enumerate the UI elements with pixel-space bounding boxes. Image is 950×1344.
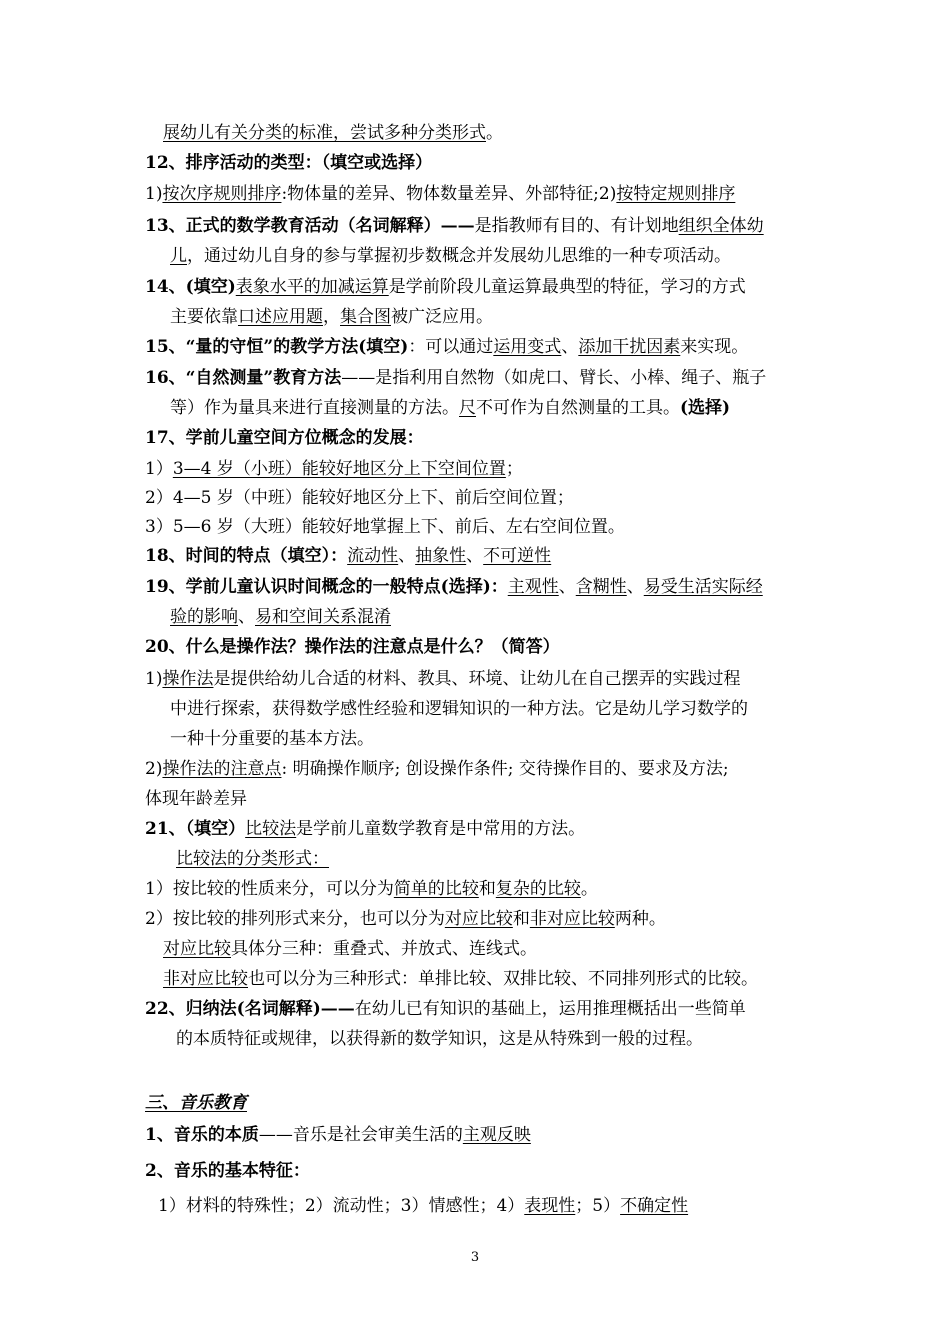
underlined-text: 主观反映 xyxy=(462,1125,531,1145)
underlined-text: 口述应用题 xyxy=(238,307,323,327)
text-line xyxy=(163,938,537,960)
underlined-text: 含糊性 xyxy=(575,577,627,597)
text-line xyxy=(176,1028,703,1050)
question-heading xyxy=(145,998,746,1020)
question-heading xyxy=(145,427,424,449)
underlined-text: 按特定规则排序 xyxy=(616,184,736,204)
underlined-text: 添加干扰因素 xyxy=(578,337,681,357)
underlined-text: 儿 xyxy=(170,246,187,266)
text-line xyxy=(170,728,374,750)
text-segment: 等）作为量具来进行直接测量的方法。 xyxy=(170,398,459,418)
underlined-text: 流动性 xyxy=(347,546,399,566)
underlined-text: 易和空间关系混淆 xyxy=(255,607,391,627)
question-heading xyxy=(145,1124,531,1146)
underlined-text: 组织全体幼 xyxy=(678,216,764,236)
text-segment: 、 xyxy=(561,337,579,357)
bold-text: 17、学前儿童空间方位概念的发展： xyxy=(145,428,424,448)
text-line xyxy=(170,397,730,419)
question-heading xyxy=(145,818,585,840)
question-heading xyxy=(145,545,551,567)
bold-text: 2、音乐的基本特征： xyxy=(145,1161,310,1181)
bold-text: 12、排序活动的类型：（填空或选择） xyxy=(145,153,433,173)
text-segment: 和 xyxy=(512,909,530,929)
text-segment: ；5） xyxy=(575,1196,621,1216)
underlined-text: 表现性 xyxy=(524,1196,576,1216)
text-line xyxy=(145,183,735,205)
underlined-text: 非对应比较 xyxy=(529,909,615,929)
bold-text: 13、正式的数学教育活动（名词解释）—— xyxy=(145,216,475,236)
section-title: 三、音乐教育 xyxy=(145,1093,247,1113)
question-heading xyxy=(145,336,748,358)
bold-text: (选择) xyxy=(680,398,731,418)
text-segment: 体现年龄差异 xyxy=(145,789,247,809)
text-line xyxy=(163,122,503,144)
text-segment: 一种十分重要的基本方法。 xyxy=(170,729,374,749)
text-segment: 两种。 xyxy=(614,909,666,929)
underlined-text: 非对应比较 xyxy=(163,969,248,989)
text-segment: ； xyxy=(505,459,523,479)
underlined-text: 按次序规则排序 xyxy=(162,184,282,204)
list-item xyxy=(158,1195,688,1217)
list-item xyxy=(145,908,666,930)
text-segment: : 明确操作顺序; 创设操作条件; 交待操作目的、要求及方法; xyxy=(281,759,729,779)
underlined-text: 简单的比较 xyxy=(393,879,479,899)
underlined-text: 比较法 xyxy=(245,819,297,839)
text-segment: 、 xyxy=(558,577,576,597)
underlined-text: 比较法的分类形式： xyxy=(176,849,329,869)
question-heading xyxy=(145,276,746,298)
text-segment: 的本质特征或规律，以获得新的数学知识，这是从特殊到一般的过程。 xyxy=(176,1029,703,1049)
text-segment: 中进行探索，获得数学感性经验和逻辑知识的一种方法。它是幼儿学习数学的 xyxy=(170,699,748,719)
bold-text: 22、归纳法(名词解释)—— xyxy=(145,999,355,1019)
text-line xyxy=(170,606,391,628)
text-segment: 被广泛应用。 xyxy=(391,307,493,327)
text-line xyxy=(170,698,748,720)
text-line xyxy=(170,245,731,267)
list-item xyxy=(145,758,729,780)
text-line xyxy=(176,848,329,870)
list-item xyxy=(145,458,523,480)
underlined-text: 抽象性 xyxy=(415,546,467,566)
underlined-text: 表象水平的加减运算 xyxy=(235,277,389,297)
text-segment: 、 xyxy=(238,607,255,627)
text-line xyxy=(145,788,247,810)
underlined-text: 操作法的注意点 xyxy=(162,759,282,779)
bold-text: 21、（填空） xyxy=(145,819,246,839)
text-segment: ，通过幼儿自身的参与掌握初步数概念并发展幼儿思维的一种专项活动。 xyxy=(187,246,731,266)
text-segment: ， xyxy=(323,307,340,327)
bold-text: 19、学前儿童认识时间概念的一般特点(选择)： xyxy=(145,577,508,597)
underlined-text: 不可逆性 xyxy=(483,546,552,566)
underlined-text: 操作法 xyxy=(162,669,214,689)
list-item xyxy=(145,878,598,900)
list-item xyxy=(145,487,574,509)
list-item xyxy=(145,668,740,690)
question-heading xyxy=(145,367,766,389)
text-segment: 具体分三种：重叠式、并放式、连线式。 xyxy=(231,939,537,959)
bold-text: 18、时间的特点（填空）： xyxy=(145,546,348,566)
text-line xyxy=(170,306,493,328)
underlined-text: 复杂的比较 xyxy=(495,879,581,899)
question-heading xyxy=(145,636,560,658)
text-segment: 1) xyxy=(145,669,163,689)
underlined-text: 易受生活实际经 xyxy=(643,577,763,597)
bold-text: 20、什么是操作法？操作法的注意点是什么？（简答） xyxy=(145,637,560,657)
text-line xyxy=(163,968,758,990)
text-segment: 1）材料的特殊性；2）流动性；3）情感性；4） xyxy=(158,1196,525,1216)
text-segment: 也可以分为三种形式：单排比较、双排比较、不同排列形式的比较。 xyxy=(248,969,758,989)
text-segment: 、 xyxy=(398,546,416,566)
underlined-text: 运用变式 xyxy=(493,337,562,357)
text-segment: 主要依靠 xyxy=(170,307,238,327)
text-segment: 来实现。 xyxy=(680,337,749,357)
text-segment: ——是指利用自然物（如虎口、臂长、小棒、绳子、瓶子 xyxy=(341,368,767,388)
text-segment: 不可作为自然测量的工具。 xyxy=(476,398,680,418)
text-segment: 、 xyxy=(626,577,644,597)
text-segment: 1） xyxy=(145,459,173,479)
text-segment: :物体量的差异、物体数量差异、外部特征;2) xyxy=(281,184,617,204)
question-heading xyxy=(145,215,764,237)
underlined-text: 主观性 xyxy=(507,577,559,597)
text-segment: 2) xyxy=(145,759,163,779)
bold-text: 15、“量的守恒”的教学方法(填空) xyxy=(145,337,409,357)
underlined-text: 对应比较 xyxy=(163,939,231,959)
text-segment: 在幼儿已有知识的基础上，运用推理概括出一些简单 xyxy=(354,999,746,1019)
underlined-text: 验的影响 xyxy=(170,607,238,627)
text-segment: 是指教师有目的、有计划地 xyxy=(474,216,679,236)
text-segment: 、 xyxy=(466,546,484,566)
text-segment: ：可以通过 xyxy=(408,337,494,357)
list-item xyxy=(145,516,625,538)
underlined-text: 对应比较 xyxy=(444,909,513,929)
underlined-text: 3—4 岁（小班）能较好地区分上下空间位置 xyxy=(172,459,506,479)
question-heading xyxy=(145,1160,310,1182)
text-segment: 和 xyxy=(478,879,496,899)
question-heading xyxy=(145,576,763,598)
underlined-text: 尺 xyxy=(459,398,476,418)
text-segment: 。 xyxy=(580,879,598,899)
text-segment: ——音乐是社会审美生活的 xyxy=(258,1125,463,1145)
question-heading xyxy=(145,152,432,174)
text-segment: 是学前阶段儿童运算最典型的特征，学习的方式 xyxy=(388,277,746,297)
text-segment: 3）5—6 岁（大班）能较好地掌握上下、前后、左右空间位置。 xyxy=(145,517,625,537)
bold-text: 1、音乐的本质 xyxy=(145,1125,259,1145)
bold-text: 16、“自然测量”教育方法 xyxy=(145,368,342,388)
page-number: 3 xyxy=(470,1250,480,1265)
text-segment: 。 xyxy=(486,123,503,143)
section-heading xyxy=(145,1092,247,1114)
underlined-text: 集合图 xyxy=(340,307,391,327)
underlined-text: 展幼儿有关分类的标准，尝试多种分类形式 xyxy=(163,123,486,143)
text-segment: 1) xyxy=(145,184,163,204)
text-segment: 2）按比较的排列形式来分，也可以分为 xyxy=(145,909,445,929)
bold-text: 14、(填空) xyxy=(145,277,236,297)
text-segment: 2）4—5 岁（中班）能较好地区分上下、前后空间位置； xyxy=(145,488,574,508)
text-segment: 是提供给幼儿合适的材料、教具、环境、让幼儿在自己摆弄的实践过程 xyxy=(213,669,741,689)
text-segment: 是学前儿童数学教育是中常用的方法。 xyxy=(296,819,586,839)
underlined-text: 不确定性 xyxy=(620,1196,689,1216)
text-segment: 1）按比较的性质来分，可以分为 xyxy=(145,879,394,899)
